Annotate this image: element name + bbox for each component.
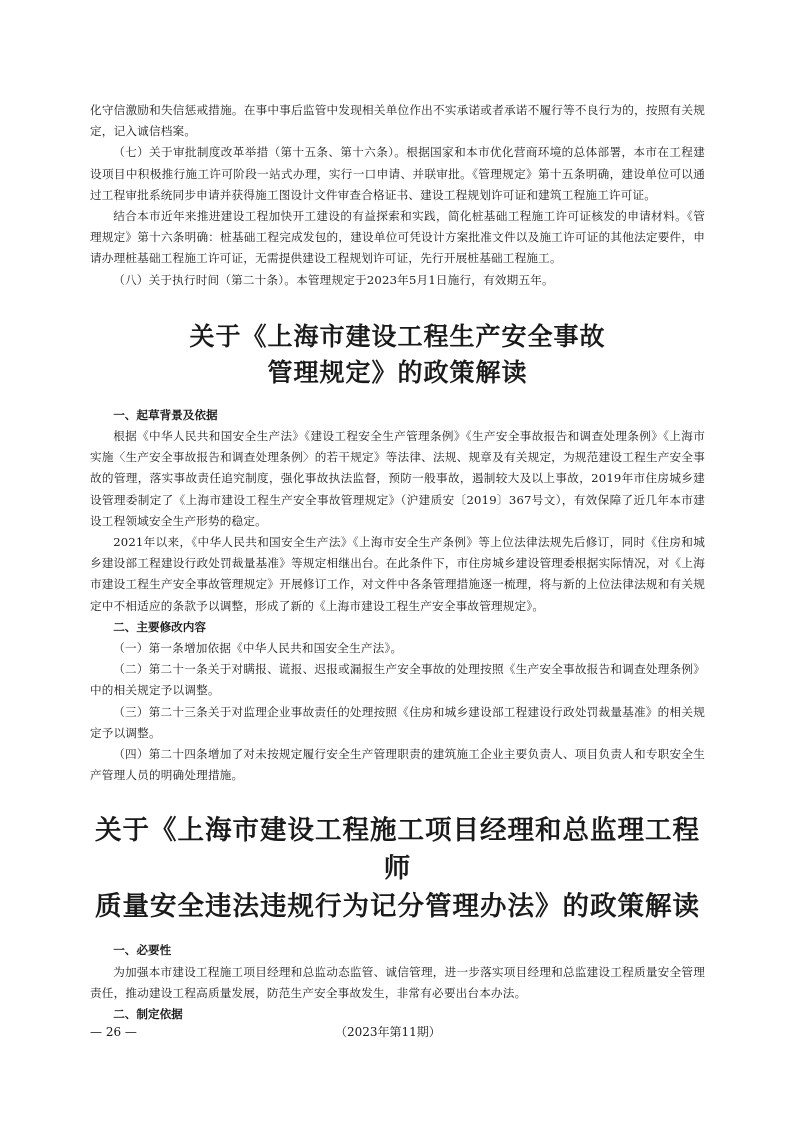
issue-label: （2023年第11期） bbox=[335, 1025, 441, 1039]
section-title-line: 关于《上海市建设工程生产安全事故 bbox=[189, 321, 606, 351]
intro-paragraph: 化守信激励和失信惩戒措施。在事中事后监管中发现相关单位作出不实承诺或者承诺不履行等不良行为的，按照有关规定，记入诚信档案。 bbox=[90, 103, 705, 139]
section-title-scoring-measures bbox=[90, 812, 705, 926]
section-title-line: 质量安全违法违规行为记分管理办法》的政策解读 bbox=[95, 891, 700, 923]
change-item: （一）第一条增加依据《中华人民共和国安全生产法》。 bbox=[113, 641, 403, 656]
change-item: （二）第二十一条关于对瞒报、谎报、迟报或漏报生产安全事故的处理按照《生产安全事故报告和调查处理条例》中的相关规定予以调整。 bbox=[90, 662, 705, 698]
section-title-line: 管理规定》的政策解读 bbox=[267, 357, 528, 387]
change-item: （三）第二十三条关于对监理企业事故责任的处理按照《住房和城乡建设部工程建设行政处罚裁量基准》的相关规定予以调整。 bbox=[90, 704, 705, 740]
page-body bbox=[90, 100, 705, 1025]
change-item: （四）第二十四条增加了对未按规定履行安全生产管理职责的建筑施工企业主要负责人、项目负责人和专职安全生产管理人员的明确处理措施。 bbox=[90, 747, 705, 783]
subheading-necessity: 一、必要性 bbox=[113, 943, 172, 958]
page-number: — 26 — bbox=[90, 1025, 137, 1039]
subheading-changes: 二、主要修改内容 bbox=[113, 619, 206, 634]
intro-paragraph: （八）关于执行时间（第二十条）。本管理规定于2023年5月1日施行，有效期五年。 bbox=[113, 272, 554, 287]
body-paragraph: 根据《中华人民共和国安全生产法》《建设工程安全生产管理条例》《生产安全事故报告和调查处理条例》《上海市实施〈生产安全事故报告和调查处理条例〉的若干规定》等法律、法规、规章及有关规定，为规范建设工程生产安全事故的管理，落实事故责任追究制度，强化事故执法监督，预防一般事故，遏制较大及以上事故，2019年市住房城乡建设管理委制定了《上海市建设工程生产安全事故管理规定》（沪建质安〔2019〕367号文），有效保障了近几年本市建设工程领域安全生产形势的稳定。 bbox=[90, 429, 705, 528]
body-paragraph: 为加强本市建设工程施工项目经理和总监动态监管、诚信管理，进一步落实项目经理和总监建设工程质量安全管理责任，推动建设工程高质量发展，防范生产安全事故发生，非常有必要出台本办法。 bbox=[90, 964, 705, 1000]
section-title-safety-accident bbox=[90, 319, 705, 391]
section-title-line: 关于《上海市建设工程施工项目经理和总监理工程师 bbox=[95, 815, 700, 885]
subheading-background: 一、起草背景及依据 bbox=[113, 407, 218, 422]
subheading-basis: 二、制定依据 bbox=[113, 1007, 183, 1022]
page-footer bbox=[90, 1022, 705, 1042]
intro-paragraph: （七）关于审批制度改革举措（第十五条、第十六条）。根据国家和本市优化营商环境的总体部署，本市在工程建设项目中积极推行施工许可阶段一站式办理，实行一口申请、并联审批。《管理规定》第十五条明确，建设单位可以通过工程审批系统同步申请并获得施工图设计文件审查合格证书、建设工程规划许可证和建筑工程施工许可证。 bbox=[90, 145, 705, 202]
body-paragraph: 2021年以来，《中华人民共和国安全生产法》《上海市安全生产条例》等上位法律法规先后修订，同时《住房和城乡建设部工程建设行政处罚裁量基准》等规定相继出台。在此条件下，市住房城乡建设管理委根据实际情况，对《上海市建设工程生产安全事故管理规定》开展修订工作，对文件中各条管理措施逐一梳理，将与新的上位法律法规和有关规定中不相适应的条款予以调整，形成了新的《上海市建设工程生产安全事故管理规定》。 bbox=[90, 535, 705, 613]
intro-paragraph: 结合本市近年来推进建设工程加快开工建设的有益探索和实践，简化桩基础工程施工许可证核发的申请材料。《管理规定》第十六条明确：桩基础工程完成发包的，建设单位可凭设计方案批准文件以及施工许可证的其他法定要件，申请办理桩基础工程施工许可证，无需提供建设工程规划许可证，先行开展桩基础工程施工。 bbox=[90, 209, 705, 266]
